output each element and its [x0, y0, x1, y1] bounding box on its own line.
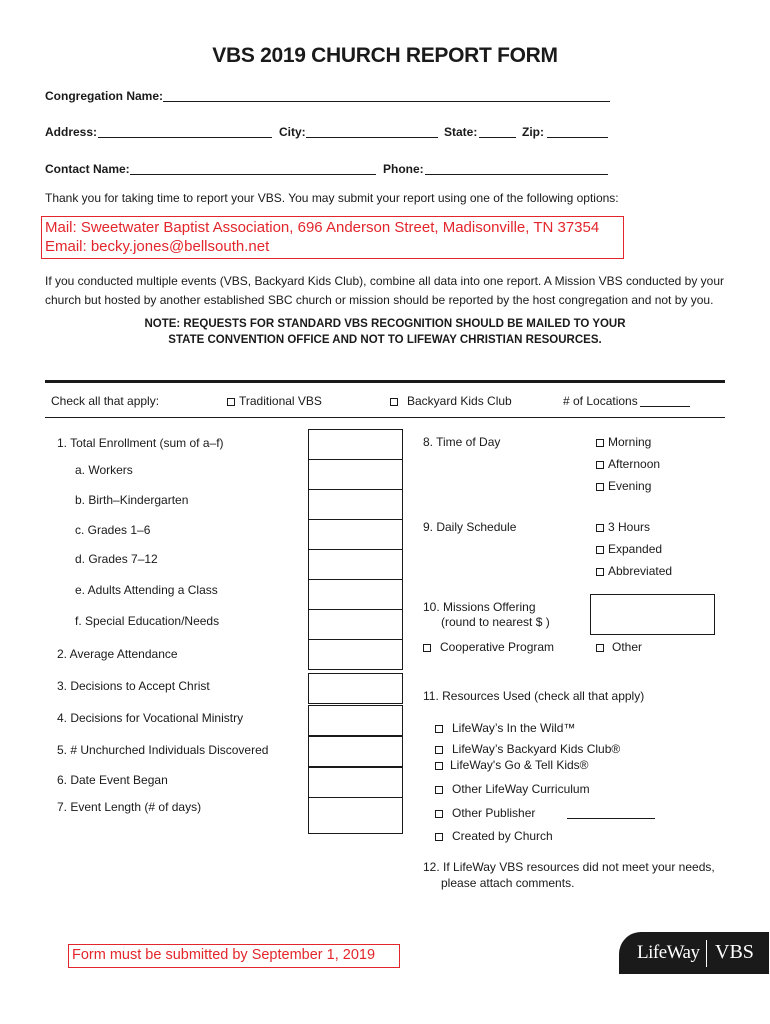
q8-time-of-day: 8. Time of Day: [423, 435, 501, 449]
option-backyard-kids-club[interactable]: [390, 394, 512, 408]
q10-missions-offering: 10. Missions Offering: [423, 600, 536, 614]
option-backyard-resource[interactable]: [435, 742, 620, 756]
entry-box-vocational[interactable]: [308, 705, 403, 736]
created-by-church-label: Created by Church: [452, 829, 553, 843]
zip-label: Zip:: [522, 125, 544, 139]
backyard-label: Backyard Kids Club: [407, 394, 512, 408]
intro-text: Thank you for taking time to report your VBS. You may submit your report using one of the following options:: [45, 191, 619, 205]
q4-vocational-ministry: 4. Decisions for Vocational Ministry: [57, 711, 244, 725]
q1-total-enrollment: 1. Total Enrollment (sum of a–f): [57, 436, 224, 450]
phone-label: Phone:: [383, 162, 424, 176]
entry-box-adults[interactable]: [308, 579, 403, 610]
q7-event-length: 7. Event Length (# of days): [57, 800, 202, 814]
q11-resources-used: 11. Resources Used (check all that apply): [423, 689, 645, 703]
q1e-adults: e. Adults Attending a Class: [75, 583, 218, 597]
q1c-grades-1-6: c. Grades 1–6: [75, 523, 151, 537]
other-offering-label: Other: [612, 640, 643, 654]
option-go-tell-kids[interactable]: [435, 758, 589, 772]
mail-address: Mail: Sweetwater Baptist Association, 696 Anderson Street, Madisonville, TN 37354: [45, 219, 600, 236]
q12-comments-line-1: 12. If LifeWay VBS resources did not meet your needs,: [423, 860, 715, 874]
option-evening[interactable]: [596, 479, 651, 493]
state-field[interactable]: [479, 125, 516, 138]
in-the-wild-label: LifeWay’s In the Wild™: [452, 721, 576, 735]
option-other-offering[interactable]: [596, 640, 642, 654]
entry-box-unchurched[interactable]: [308, 736, 403, 767]
option-morning[interactable]: [596, 435, 651, 449]
checkbox-icon[interactable]: [596, 483, 604, 491]
contact-field[interactable]: [130, 162, 376, 175]
go-tell-kids-label: LifeWay's Go & Tell Kids®: [450, 758, 589, 772]
option-abbreviated[interactable]: [596, 564, 672, 578]
congregation-label: Congregation Name:: [45, 89, 164, 103]
address-field[interactable]: [98, 125, 272, 138]
check-all-label: Check all that apply:: [51, 394, 160, 408]
option-afternoon[interactable]: [596, 457, 660, 471]
logo-brand: LifeWay: [637, 942, 700, 963]
locations-label: # of Locations: [563, 394, 638, 408]
missions-offering-box[interactable]: [590, 594, 715, 635]
entry-box-date[interactable]: [308, 767, 403, 798]
expanded-label: Expanded: [608, 542, 663, 556]
zip-field[interactable]: [547, 125, 608, 138]
congregation-field[interactable]: [163, 89, 610, 102]
checkbox-icon[interactable]: [435, 810, 443, 818]
option-cooperative-program[interactable]: [423, 640, 554, 654]
note-line-1: NOTE: REQUESTS FOR STANDARD VBS RECOGNITION SHOULD BE MAILED TO YOUR: [144, 318, 626, 330]
checkbox-icon[interactable]: [596, 524, 604, 532]
option-traditional-vbs[interactable]: [227, 394, 322, 408]
entry-box-grades-1-6[interactable]: [308, 519, 403, 550]
submission-info-box: [41, 216, 624, 259]
section-divider-thick: [45, 380, 725, 383]
entry-box-special-needs[interactable]: [308, 609, 403, 640]
checkbox-icon[interactable]: [423, 644, 431, 652]
logo-separator: [706, 940, 707, 967]
deadline-box: Form must be submitted by September 1, 2019: [68, 944, 400, 968]
backyard-resource-label: LifeWay’s Backyard Kids Club®: [452, 742, 621, 756]
email-address[interactable]: Email: becky.jones@bellsouth.net: [45, 238, 270, 255]
q12-comments-line-2: please attach comments.: [441, 876, 575, 890]
entry-box-birth-k[interactable]: [308, 489, 403, 520]
instructions-paragraph: If you conducted multiple events (VBS, Backyard Kids Club), combine all data into one report. A Mission VBS conducted by your church but hosted by another established SBC church or mission should be reported by the host congregation and not by you.: [45, 274, 725, 307]
checkbox-icon[interactable]: [435, 786, 443, 794]
morning-label: Morning: [608, 435, 652, 449]
checkbox-icon[interactable]: [596, 644, 604, 652]
other-publisher-label: Other Publisher: [452, 806, 536, 820]
entry-box-decisions[interactable]: [308, 673, 403, 704]
checkbox-icon[interactable]: [596, 461, 604, 469]
checkbox-icon[interactable]: [596, 439, 604, 447]
checkbox-icon[interactable]: [390, 398, 398, 406]
option-expanded[interactable]: [596, 542, 662, 556]
section-divider-thin: [45, 417, 725, 418]
note-line-2: STATE CONVENTION OFFICE AND NOT TO LIFEWAY CHRISTIAN RESOURCES.: [168, 334, 602, 346]
q2-average-attendance: 2. Average Attendance: [57, 647, 178, 661]
checkbox-icon[interactable]: [596, 568, 604, 576]
q1b-birth-kindergarten: b. Birth–Kindergarten: [75, 493, 189, 507]
other-publisher-field[interactable]: [567, 806, 655, 819]
option-3-hours[interactable]: [596, 520, 650, 534]
other-lifeway-label: Other LifeWay Curriculum: [452, 782, 590, 796]
q1d-grades-7-12: d. Grades 7–12: [75, 552, 158, 566]
evening-label: Evening: [608, 479, 652, 493]
page-title: VBS 2019 CHURCH REPORT FORM: [212, 44, 558, 67]
city-label: City:: [279, 125, 306, 139]
entry-box-workers[interactable]: [308, 459, 403, 490]
option-other-lifeway[interactable]: [435, 782, 590, 796]
checkbox-icon[interactable]: [227, 398, 235, 406]
logo-product: VBS: [715, 941, 754, 963]
q5-unchurched: 5. # Unchurched Individuals Discovered: [57, 743, 269, 757]
afternoon-label: Afternoon: [608, 457, 661, 471]
checkbox-icon[interactable]: [435, 762, 443, 770]
recognition-note: [45, 316, 725, 348]
option-created-by-church[interactable]: [435, 829, 553, 843]
state-label: State:: [444, 125, 478, 139]
3-hours-label: 3 Hours: [608, 520, 651, 534]
q10-round-note: (round to nearest $ ): [441, 615, 550, 629]
checkbox-icon[interactable]: [596, 546, 604, 554]
option-other-publisher[interactable]: [435, 806, 535, 820]
q3-decisions-christ: 3. Decisions to Accept Christ: [57, 679, 210, 693]
city-field[interactable]: [306, 125, 438, 138]
option-in-the-wild[interactable]: [435, 721, 575, 735]
locations-field[interactable]: [640, 394, 690, 407]
entry-box-total[interactable]: [308, 429, 403, 460]
lifeway-vbs-logo: [619, 932, 769, 974]
address-label: Address:: [45, 125, 98, 139]
q1f-special-needs: f. Special Education/Needs: [75, 614, 220, 628]
q9-daily-schedule: 9. Daily Schedule: [423, 520, 517, 534]
checkbox-icon[interactable]: [435, 833, 443, 841]
checkbox-icon[interactable]: [435, 725, 443, 733]
q6-date-began: 6. Date Event Began: [57, 773, 168, 787]
contact-label: Contact Name:: [45, 162, 130, 176]
entry-box-grades-7-12[interactable]: [308, 549, 403, 580]
traditional-label: Traditional VBS: [239, 394, 322, 408]
entry-box-length[interactable]: [308, 797, 403, 834]
phone-field[interactable]: [425, 162, 608, 175]
checkbox-icon[interactable]: [435, 746, 443, 754]
coop-label: Cooperative Program: [440, 640, 555, 654]
q1a-workers: a. Workers: [75, 463, 133, 477]
entry-box-attendance[interactable]: [308, 639, 403, 670]
abbreviated-label: Abbreviated: [608, 564, 673, 578]
